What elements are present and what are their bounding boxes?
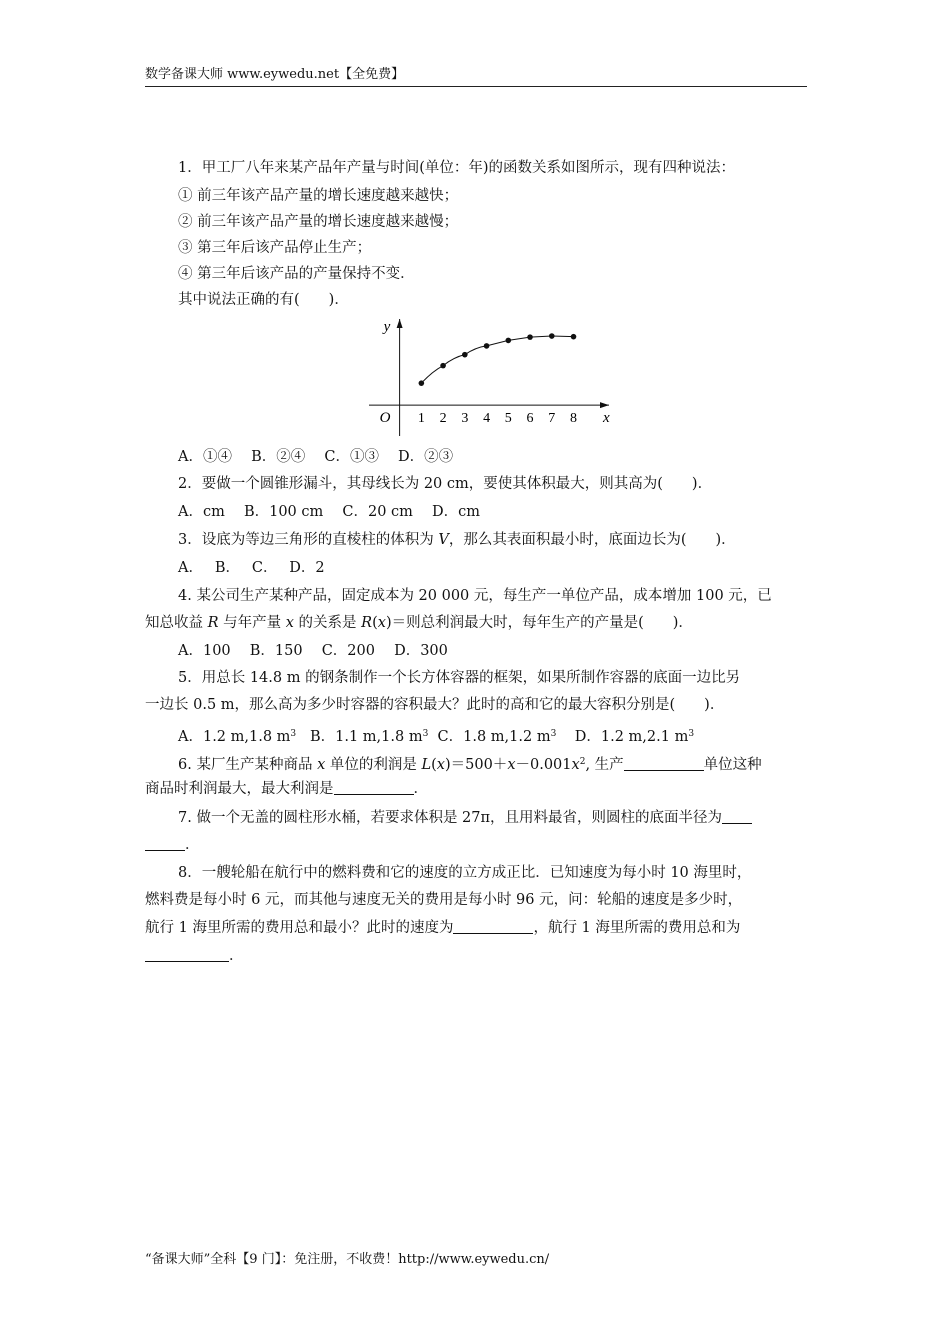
q1-options: A．①④ B．②④ C．①③ D．②③ bbox=[178, 449, 454, 465]
x-axis-arrow bbox=[600, 402, 609, 408]
q8-answer-blank-2 bbox=[145, 947, 229, 962]
y-axis-label: y bbox=[383, 319, 391, 335]
q7-line-1: 7. 做一个无盖的圆柱形水桶，若要求体积是 27π，且用料最省，则圆柱的底面半径为 bbox=[178, 808, 752, 828]
data-point bbox=[462, 352, 468, 358]
q3-stem: 3．设底为等边三角形的直棱柱的体积为 V，那么其表面积最小时，底面边长为( )． bbox=[178, 532, 736, 548]
data-point bbox=[571, 334, 577, 340]
data-point bbox=[506, 338, 512, 344]
q1-statement-2: ② 前三年该产品产量的增长速度越来越慢； bbox=[178, 214, 459, 230]
data-point bbox=[440, 363, 446, 369]
q4-options: A．100 B．150 C．200 D．300 bbox=[178, 643, 448, 659]
data-point bbox=[549, 333, 555, 339]
q8-line-2: 燃料费是每小时 6 元，而其他与速度无关的费用是每小时 96 元，问：轮船的速度是多少时， bbox=[145, 892, 743, 908]
q5-line-1: 5．用总长 14.8 m 的钢条制作一个长方体容器的框架，如果所制作容器的底面一边比另 bbox=[178, 670, 741, 686]
x-axis-label: x bbox=[603, 410, 610, 427]
production-curve bbox=[421, 336, 573, 383]
x-tick-label: 8 bbox=[570, 411, 578, 427]
q7-line-2: ． bbox=[145, 835, 200, 855]
q6-line-1: 6. 某厂生产某种商品 x 单位的利润是 $L(x)=500+x-0.001x^2$, 生产 单位这种 bbox=[178, 757, 762, 773]
x-tick-label: 6 bbox=[526, 411, 534, 427]
q2-stem: 2．要做一个圆锥形漏斗，其母线长为 20 cm，要使其体积最大，则其高为( )． bbox=[178, 476, 713, 492]
x-tick-label: 2 bbox=[439, 411, 447, 427]
production-chart bbox=[367, 313, 617, 438]
q6-line-2: 商品时利润最大，最大利润是 ． bbox=[145, 781, 428, 797]
page-header: 数学备课大师 www.eywedu.net【全免费】 bbox=[145, 66, 807, 87]
q1-statement-4: ④ 第三年后该产品的产量保持不变． bbox=[178, 266, 415, 282]
q1-stem: 1．甲工厂八年来某产品年产量与时间(单位：年)的函数关系如图所示，现有四种说法： bbox=[178, 160, 736, 176]
q8-line-3: 航行 1 海里所需的费用总和最小？此时的速度为 ，航行 1 海里所需的费用总和为 bbox=[145, 920, 741, 936]
q8-line-1: 8．一艘轮船在航行中的燃料费和它的速度的立方成正比．已知速度为每小时 10 海里时， bbox=[178, 865, 752, 881]
q8-line-4: ． bbox=[145, 946, 244, 966]
x-tick-label: 5 bbox=[504, 411, 512, 427]
q6-answer-blank-2 bbox=[334, 780, 414, 795]
q6-answer-blank-1 bbox=[624, 756, 704, 771]
data-point bbox=[484, 343, 490, 349]
q4-line-1: 4. 某公司生产某种产品，固定成本为 20 000 元，每生产一单位产品，成本增加 100 元，已 bbox=[178, 588, 772, 604]
q7-answer-blank-b bbox=[145, 836, 185, 851]
q5-options: A．1.2 m,1.8 $m^3$ B．1.1 m,1.8 $m^3$ C．1.8 m,1.2 $m^3$ D．1.2 m,2.1 $m^3$ bbox=[178, 729, 695, 745]
q7-answer-blank-a bbox=[722, 809, 752, 824]
q5-line-2: 一边长 0.5 m，那么高为多少时容器的容积最大？此时的高和它的最大容积分别是( )． bbox=[145, 697, 725, 713]
x-tick-label: 7 bbox=[548, 411, 556, 427]
origin-label: O bbox=[379, 410, 391, 427]
q8-answer-blank-1 bbox=[453, 919, 533, 934]
q4-line-2: 知总收益 R 与年产量 x 的关系是 R(x)＝则总利润最大时，每年生产的产量是( )． bbox=[145, 615, 693, 631]
x-tick-label: 3 bbox=[461, 411, 469, 427]
q1-question: 其中说法正确的有( )． bbox=[178, 292, 349, 308]
data-point bbox=[419, 380, 425, 386]
x-tick-label: 4 bbox=[483, 411, 491, 427]
q1-statement-3: ③ 第三年后该产品停止生产； bbox=[178, 240, 372, 256]
x-tick-label: 1 bbox=[417, 411, 425, 427]
q2-options: A．cm B．100 cm C．20 cm D．cm bbox=[178, 504, 481, 520]
q1-statement-1: ① 前三年该产品产量的增长速度越来越快； bbox=[178, 188, 459, 204]
data-point bbox=[527, 334, 533, 340]
page-footer: “备课大师”全科【9 门】：免注册，不收费！http://www.eywedu.cn/ bbox=[145, 1252, 550, 1267]
y-axis-arrow bbox=[397, 319, 403, 328]
q3-options: A． B． C． D．2 bbox=[178, 560, 325, 576]
